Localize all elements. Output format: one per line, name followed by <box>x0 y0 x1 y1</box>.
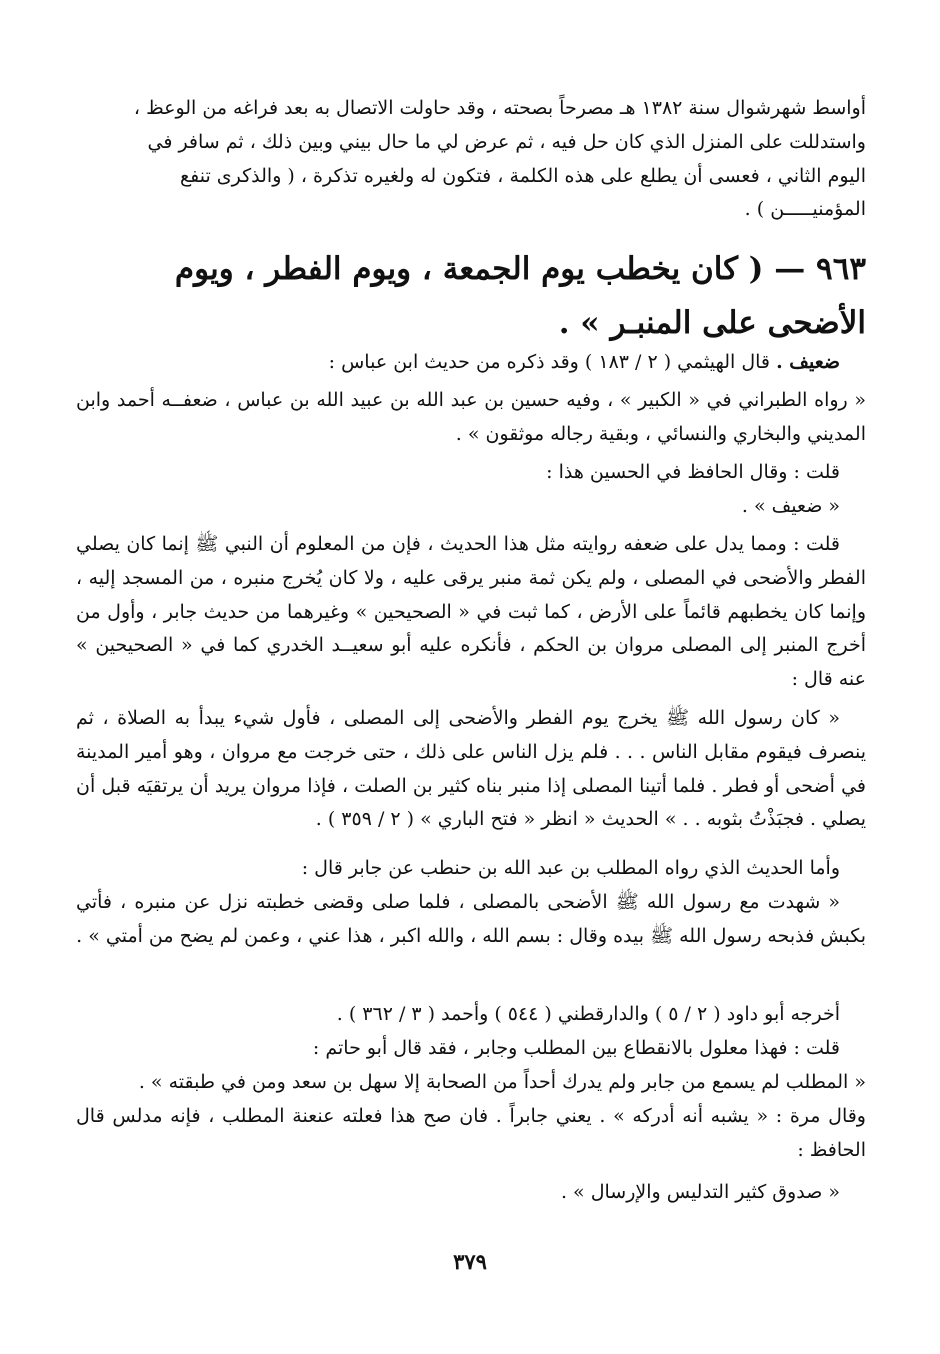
abu-said-quote: « كان رسول الله ﷺ يخرج يوم الفطر والأضحى إلى المصلى ، فأول شيء يبدأ به الصلاة ، ثم ينصرف فيقوم مقابل الناس . . . فلم يزل الناس على ذلك ، حتى خرجت مع مروان ، وهو أمير المدينة في أضحى أو فطر . فلما أتينا المصلى إذا منبر بناه كثير بن الصلت ، فإذا مروان يريد أن يرتقيَه قبل أن يصلي . فجبَذْتُ بثوبه . . » الحديث « انظر « فتح الباري » ( ٢ / ٣٥٩ ) . <box>76 707 866 831</box>
text-line: أواسط شهرشوال سنة ١٣٨٢ هـ مصرحاً بصحته ، وقد حاولت الاتصال به بعد فراغه من الوعظ ، <box>133 97 866 119</box>
text-line: اليوم الثاني ، فعسى أن يطلع على هذه الكلمة ، فتكون له ولغيره تذكرة ، ( والذكرى تنفع <box>179 164 866 187</box>
hafiz-intro: قلت : وقال الحافظ في الحسين هذا : <box>546 461 840 483</box>
analysis-paragraph: قلت : ومما يدل على ضعفه روايته مثل هذا الحديث ، فإن من المعلوم أن النبي ﷺ إنما كان يصلي الفطر والأضحى في المصلى ، ولم يكن ثمة منبر يرقى عليه ، ولا كان يُخرج منبره ، من المسجد إليه ، وإنما كان يخطبهم قائماً على الأرض ، كما ثبت في « الصحيحين » وغيرهما من حديث جابر ، وأول من أخرج المنبر إلى المصلى مروان بن الحكم ، فأنكره عليه أبو سعيــد الخدري كما في « الصحيحين » عنه قال : <box>76 533 866 691</box>
muttalib-intro: وأما الحديث الذي رواه المطلب بن عبد الله بن حنطب عن جابر قال : <box>301 857 840 879</box>
hafiz-verdict: « ضعيف » . <box>741 495 840 517</box>
hadith-heading: ٩٦٣ — ( كان يخطب يوم الجمعة ، ويوم الفطر ، ويوم الأضحى على المنبـر » . <box>174 251 866 341</box>
grading-line <box>76 346 866 380</box>
page-number: ٣٧٩ <box>453 1249 487 1274</box>
jabir-quote: « شهدت مع رسول الله ﷺ الأضحى بالمصلى ، فلما صلى وقضى خطبته نزل عن منبره ، فأتي بكبش فذبحه رسول الله ﷺ بيده وقال : بسم الله ، والله اكبر ، هذا عني ، وعمن لم يضح من أمتي » . <box>76 891 866 947</box>
takhrij-line: أخرجه أبو داود ( ٢ / ٥ ) والدارقطني ( ٥٤٤ ) وأحمد ( ٣ / ٣٦٢ ) . <box>336 1003 840 1025</box>
final-quote: « صدوق كثير التدليس والإرسال » . <box>560 1181 840 1203</box>
text-line: المؤمنيـــــن ) . <box>744 198 866 221</box>
grading-rest: قال الهيثمي ( ٢ / ١٨٣ ) وقد ذكره من حديث ابن عباس : <box>328 351 777 373</box>
grading-word: ضعيف . <box>776 351 840 373</box>
another-time-paragraph: وقال مرة : « يشبه أنه أدركه » . يعني جابراً . فان صح هذا فعلته عنعنة المطلب ، فإنه مدلس قال الحافظ : <box>76 1105 866 1161</box>
text-line: واستدللت على المنزل الذي كان حل فيه ، ثم عرض لي ما حال بيني وبين ذلك ، ثم سافر في <box>147 130 866 153</box>
abu-hatim-quote: « المطلب لم يسمع من جابر ولم يدرك أحداً من الصحابة إلا سهل بن سعد ومن في طبقته » . <box>138 1071 866 1093</box>
intro-paragraph <box>76 92 866 227</box>
haythami-quote: « رواه الطبراني في « الكبير » ، وفيه حسين بن عبد الله بن عبيد الله بن عباس ، ضعفــه أحمد وابن المديني والبخاري والنسائي ، وبقية رجاله موثقون » . <box>76 389 866 445</box>
illah-line: قلت : فهذا معلول بالانقطاع بين المطلب وجابر ، فقد قال أبو حاتم : <box>312 1037 840 1059</box>
